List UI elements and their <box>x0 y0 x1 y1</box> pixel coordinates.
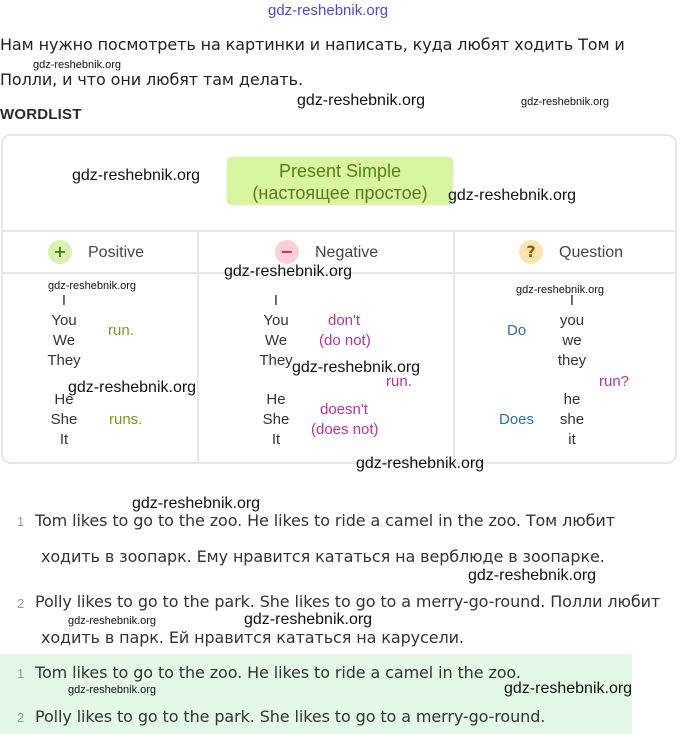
pronoun: they <box>557 352 587 369</box>
question-header: Question <box>559 244 624 261</box>
negative-aux-full: (do not) <box>319 332 371 349</box>
pronoun: you <box>559 312 585 329</box>
pronoun: You <box>51 312 77 329</box>
pronoun: he <box>563 391 581 408</box>
watermark-top: gdz-reshebnik.org <box>268 2 389 19</box>
watermark: gdz-reshebnik.org <box>504 680 633 697</box>
grammar-title-line-1: Present Simple <box>278 161 402 181</box>
pronoun: it <box>568 431 576 448</box>
table-divider <box>453 231 455 463</box>
pronoun: I <box>61 292 67 309</box>
positive-header: Positive <box>88 244 145 261</box>
task-line: ходить в зоопарк. Ему нравится кататься на верблюде в зоопарке. <box>41 547 605 566</box>
watermark: gdz-reshebnik.org <box>297 92 426 109</box>
intro-line-2: Полли, и что они любят там делать. <box>0 70 303 89</box>
positive-verb: run. <box>108 322 134 339</box>
task-line: Polly likes to go to the park. She likes to go to a merry-go-round. Полли любит <box>35 592 661 611</box>
pronoun: We <box>264 332 288 349</box>
answer-number: 2 <box>17 710 25 725</box>
task-line: Tom likes to go to the zoo. He likes to ride a camel in the zoo. Том любит <box>35 511 615 530</box>
task-line: ходить в парк. Ей нравится кататься на карусели. <box>41 628 464 647</box>
pronoun: They <box>259 352 293 369</box>
grammar-title <box>227 157 453 205</box>
negative-aux: doesn't <box>320 401 368 418</box>
pronoun: You <box>263 312 289 329</box>
pronoun: It <box>59 431 69 448</box>
grammar-title-line-2: (настоящее простое) <box>252 183 428 203</box>
table-divider <box>197 231 199 463</box>
pronoun: We <box>52 332 76 349</box>
watermark: gdz-reshebnik.org <box>292 359 421 376</box>
pronoun: I <box>569 292 575 309</box>
plus-icon: + <box>48 240 72 264</box>
task-number: 2 <box>17 596 25 611</box>
negative-header: Negative <box>315 244 379 261</box>
positive-verb: runs. <box>109 411 143 428</box>
pronoun: we <box>562 332 582 349</box>
intro-line-1: Нам нужно посмотреть на картинки и написать, куда любят ходить Том и <box>0 35 625 54</box>
question-aux: Does <box>499 411 535 428</box>
watermark: gdz-reshebnik.org <box>68 615 157 627</box>
pronoun: He <box>266 391 286 408</box>
pronoun: she <box>559 411 585 428</box>
watermark: gdz-reshebnik.org <box>521 96 610 108</box>
watermark: gdz-reshebnik.org <box>356 455 485 472</box>
answer-line: Polly likes to go to the park. She likes to go to a merry-go-round. <box>35 707 546 726</box>
minus-icon: − <box>275 240 299 264</box>
negative-aux-full: (does not) <box>311 421 379 438</box>
watermark: gdz-reshebnik.org <box>33 59 122 71</box>
answer-number: 1 <box>17 666 25 681</box>
watermark: gdz-reshebnik.org <box>224 263 353 280</box>
watermark: gdz-reshebnik.org <box>48 280 137 292</box>
watermark: gdz-reshebnik.org <box>72 167 201 184</box>
watermark: gdz-reshebnik.org <box>468 567 597 584</box>
watermark: gdz-reshebnik.org <box>448 187 577 204</box>
watermark: gdz-reshebnik.org <box>516 284 605 296</box>
negative-verb: run. <box>386 373 412 390</box>
pronoun: They <box>47 352 81 369</box>
table-divider <box>2 230 676 232</box>
wordlist-label: WORDLIST <box>0 106 82 123</box>
watermark: gdz-reshebnik.org <box>244 611 373 628</box>
pronoun: She <box>262 411 290 428</box>
question-mark-icon: ? <box>519 240 543 264</box>
pronoun: I <box>273 292 279 309</box>
question-verb: run? <box>599 373 630 390</box>
pronoun: She <box>50 411 78 428</box>
pronoun: He <box>54 391 74 408</box>
pronoun: It <box>271 431 281 448</box>
answer-line: Tom likes to go to the zoo. He likes to ride a camel in the zoo. <box>35 663 521 682</box>
negative-aux: don't <box>328 312 361 329</box>
question-aux: Do <box>507 322 527 339</box>
watermark: gdz-reshebnik.org <box>132 495 261 512</box>
task-number: 1 <box>17 514 25 529</box>
watermark: gdz-reshebnik.org <box>68 684 157 696</box>
watermark: gdz-reshebnik.org <box>68 379 197 396</box>
